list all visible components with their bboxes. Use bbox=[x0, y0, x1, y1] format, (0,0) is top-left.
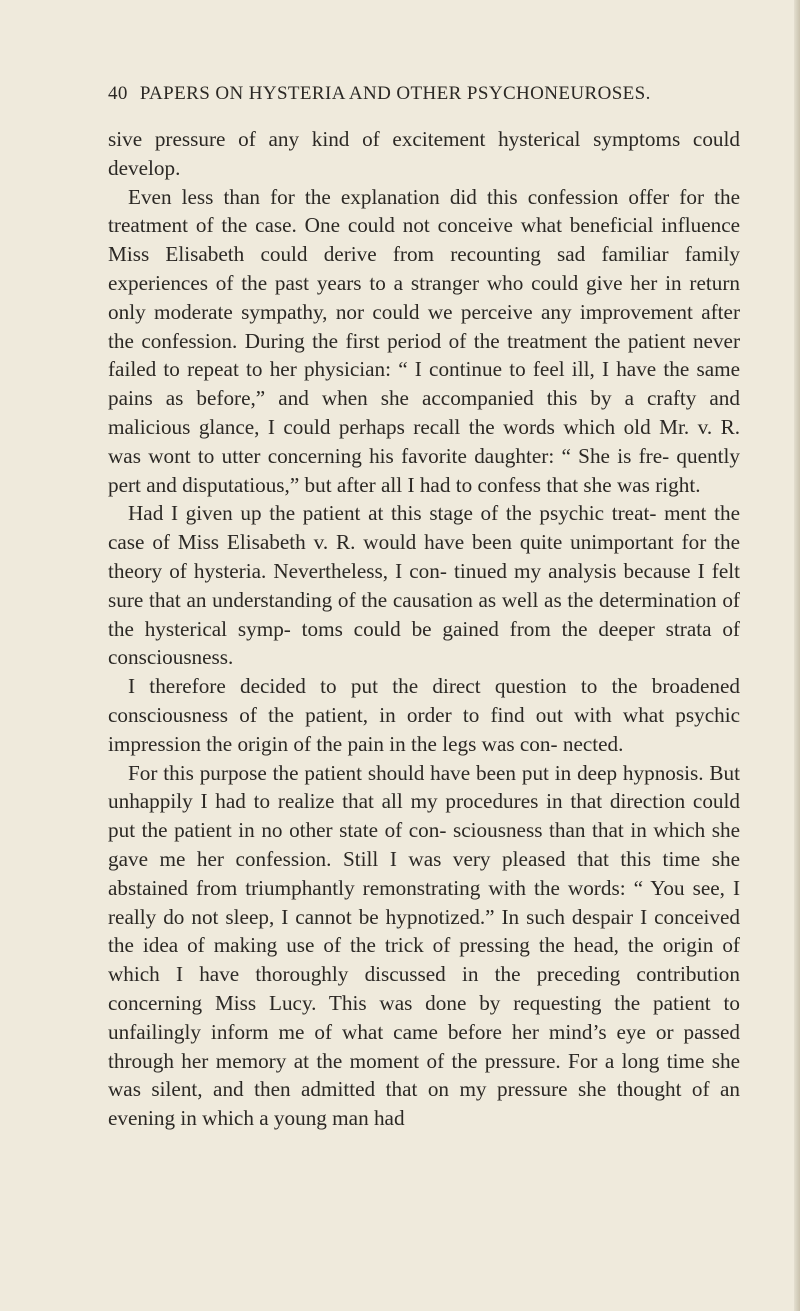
paragraph-continuation: sive pressure of any kind of excitement hysterical symptoms could develop. bbox=[108, 127, 740, 180]
page-number: 40 bbox=[108, 83, 128, 104]
paragraph: For this purpose the patient should have been put in deep hypnosis. But unhappily I had to realize that all my procedures in that direction could put the patient in no other state of con- sciousness than that in which she gave me her confession. Still I was very pleased that this time she abstained from triumphantly remonstrating with the words: “ You see, I really do not sleep, I cannot be hypnotized.” In such despair I conceived the idea of making use of the trick of pressing the head, the origin of which I have thoroughly discussed in the preceding contribution concerning Miss Lucy. This was done by requesting the patient to unfailingly inform me of what came before her mind’s eye or passed through her memory at the moment of the pressure. For a long time she was silent, and then admitted that on my pressure she thought of an evening in which a young man had bbox=[108, 760, 740, 1131]
paragraph: I therefore decided to put the direct question to the broadened consciousness of the patient, in order to find out with what psychic impression the origin of the pain in the legs was con- nected. bbox=[108, 674, 740, 756]
running-head bbox=[108, 83, 748, 105]
body-text bbox=[108, 125, 740, 1133]
paragraph: Had I given up the patient at this stage of the psychic treat- ment the case of Miss Elisabeth v. R. would have been quite unimportant for the theory of hysteria. Nevertheless, I con- tinued my analysis because I felt sure that an understanding of the causation as well as the determination of the hysterical symp- toms could be gained from the deeper strata of consciousness. bbox=[108, 501, 740, 670]
running-title: PAPERS ON HYSTERIA AND OTHER PSYCHONEUROSES. bbox=[139, 83, 651, 104]
page-edge-shadow bbox=[794, 0, 800, 1311]
paragraph: Even less than for the explanation did this confession offer for the treatment of the case. One could not conceive what beneficial influence Miss Elisabeth could derive from recounting sad familiar family experiences of the past years to a stranger who could give her in return only moderate sympathy, nor could we perceive any improvement after the confession. During the first period of the treatment the patient never failed to repeat to her physician: “ I continue to feel ill, I have the same pains as before,” and when she accompanied this by a crafty and malicious glance, I could perhaps recall the words which old Mr. v. R. was wont to utter concerning his favorite daughter: “ She is fre- quently pert and disputatious,” but after all I had to confess that she was right. bbox=[108, 184, 740, 497]
